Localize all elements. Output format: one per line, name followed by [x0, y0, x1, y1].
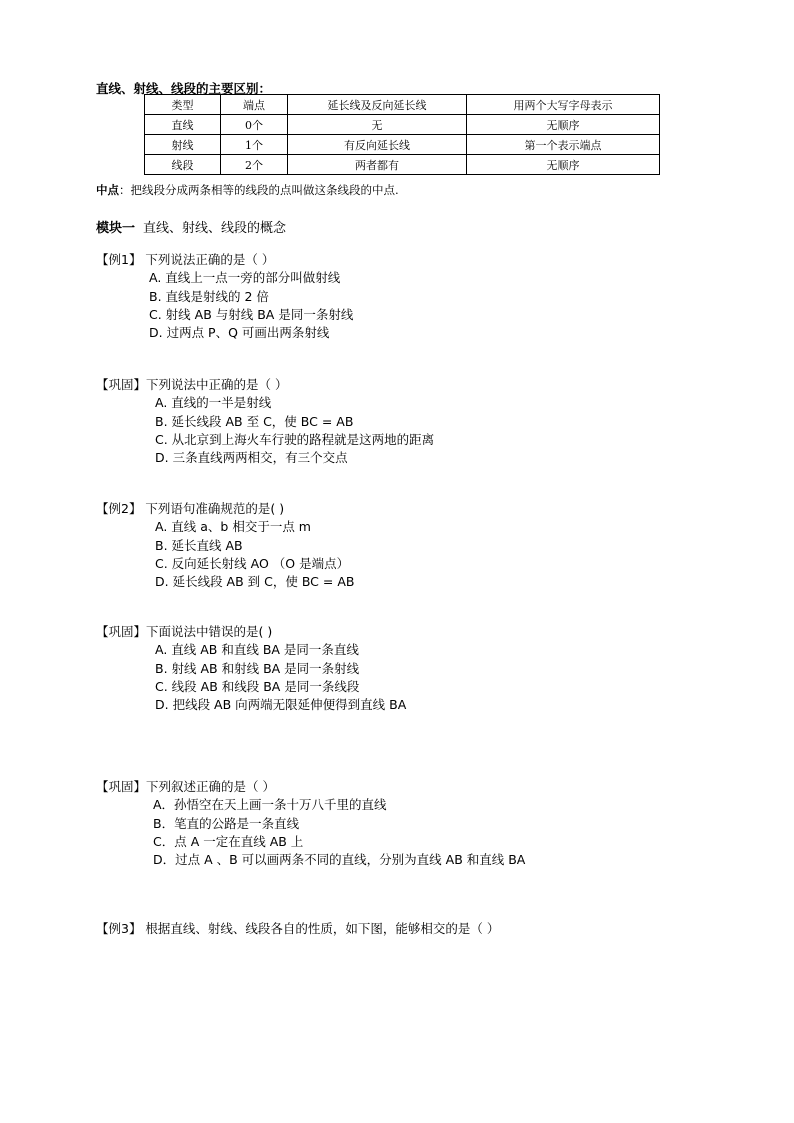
question-stem [96, 376, 434, 394]
option-item: D．过点 A 、B 可以画两条不同的直线，分别为直线 AB 和直线 BA [153, 852, 526, 868]
question-stem [96, 778, 525, 796]
option-item: A. 直线 a、b 相交于一点 m [155, 519, 311, 535]
option-item: D. 把线段 AB 向两端无限延伸便得到直线 BA [155, 697, 407, 713]
option-item: C. 从北京到上海火车行驶的路程就是这两地的距离 [155, 431, 435, 447]
question-text: 下列说法中正确的是（ ） [146, 377, 288, 392]
question-tag: 【巩固】 [96, 624, 147, 639]
table-cell: 无顺序 [467, 155, 660, 175]
option-item: C．点 A 一定在直线 AB 上 [153, 833, 304, 849]
option-item: B. 延长线段 AB 至 C，使 BC = AB [155, 413, 354, 429]
question-tag: 【例1】 [96, 252, 142, 267]
option-item: D. 过两点 P、Q 可画出两条射线 [149, 325, 330, 341]
question-block [96, 251, 353, 342]
question-block [96, 920, 499, 938]
question-block [96, 623, 406, 714]
table-header-row [145, 95, 660, 115]
option-item: C. 射线 AB 与射线 BA 是同一条射线 [149, 306, 354, 322]
question-tag: 【巩固】 [96, 779, 147, 794]
option-item: D. 延长线段 AB 到 C，使 BC = AB [155, 574, 355, 590]
table-cell: 射线 [145, 135, 221, 155]
question-text: 下列叙述正确的是（ ） [146, 779, 275, 794]
option-item: B. 直线是射线的 2 倍 [149, 288, 269, 304]
option-item: C. 线段 AB 和线段 BA 是同一条线段 [155, 678, 360, 694]
question-stem [96, 623, 406, 641]
midpoint-label: 中点 [96, 183, 119, 197]
table-row [145, 155, 660, 175]
question-stem [96, 251, 353, 269]
question-text: 根据直线、射线、线段各自的性质，如下图，能够相交的是（ ） [141, 921, 500, 936]
question-block [96, 778, 525, 869]
question-text: 下面说法中错误的是( ) [146, 624, 273, 639]
table-cell: 无 [288, 115, 467, 135]
option-item: A. 直线上一点一旁的部分叫做射线 [149, 270, 341, 286]
option-item: A. 直线的一半是射线 [155, 395, 272, 411]
question-text: 下列语句准确规范的是( ) [141, 501, 285, 516]
table-cell: 有反向延长线 [288, 135, 467, 155]
table-header-cell: 类型 [145, 95, 221, 115]
table-cell: 0个 [221, 115, 288, 135]
question-tag: 【例3】 [96, 921, 142, 936]
question-stem [96, 500, 354, 518]
option-item: D. 三条直线两两相交，有三个交点 [155, 450, 348, 466]
table-header-cell: 端点 [221, 95, 288, 115]
option-item: B. 延长直线 AB [155, 537, 243, 553]
midpoint-definition [96, 182, 399, 198]
module-title [96, 217, 286, 236]
table-cell: 2个 [221, 155, 288, 175]
table-header-cell: 用两个大写字母表示 [467, 95, 660, 115]
section-heading: 直线、射线、线段的主要区别： [96, 81, 272, 96]
module-name: 直线、射线、线段的概念 [143, 221, 287, 236]
table-cell: 无顺序 [467, 115, 660, 135]
table-cell: 1个 [221, 135, 288, 155]
option-item: B．笔直的公路是一条直线 [153, 815, 300, 831]
table-row [145, 115, 660, 135]
table-header-cell: 延长线及反向延长线 [288, 95, 467, 115]
question-stem [96, 920, 499, 938]
table-row [145, 135, 660, 155]
question-tag: 【例2】 [96, 501, 142, 516]
table-cell: 线段 [145, 155, 221, 175]
module-label: 模块一 [96, 221, 136, 236]
question-text: 下列说法正确的是（ ） [141, 252, 275, 267]
question-tag: 【巩固】 [96, 377, 147, 392]
option-item: A．孙悟空在天上画一条十万八千里的直线 [153, 797, 387, 813]
table-cell: 第一个表示端点 [467, 135, 660, 155]
table-cell: 两者都有 [288, 155, 467, 175]
comparison-table [144, 94, 660, 175]
option-item: B. 射线 AB 和射线 BA 是同一条射线 [155, 660, 360, 676]
option-item: C. 反向延长射线 AO （O 是端点） [155, 555, 350, 571]
question-block [96, 376, 434, 467]
question-block [96, 500, 354, 591]
option-item: A. 直线 AB 和直线 BA 是同一条直线 [155, 642, 359, 658]
table-cell: 直线 [145, 115, 221, 135]
midpoint-text: ：把线段分成两条相等的线段的点叫做这条线段的中点. [119, 183, 399, 197]
